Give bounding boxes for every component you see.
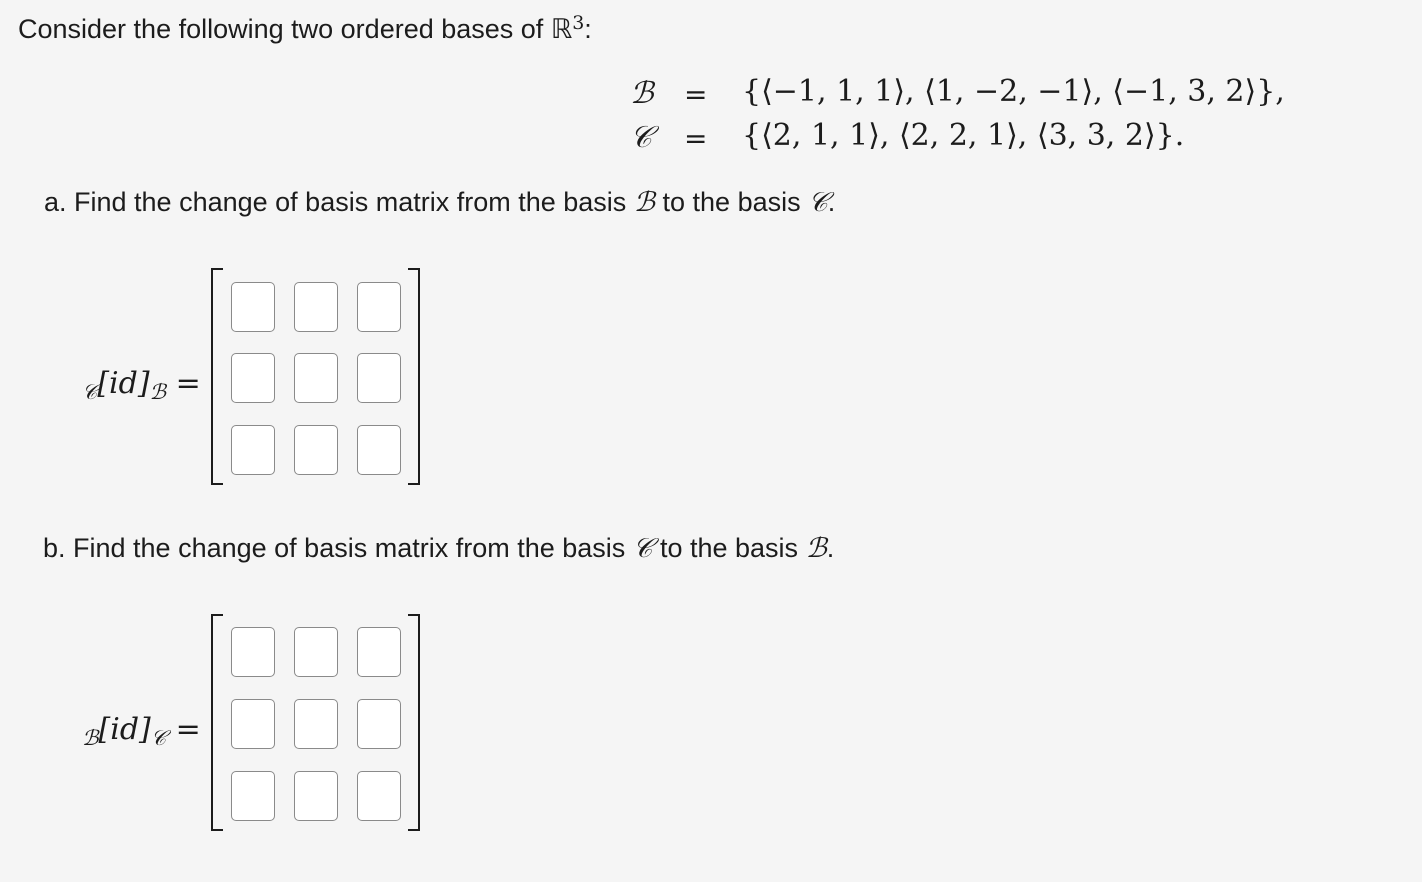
matrix-a-label-target: 𝒞 xyxy=(82,380,98,404)
matrix-a-cell-2-3[interactable] xyxy=(357,353,401,403)
question-b-end: . xyxy=(826,533,835,563)
question-a-end: . xyxy=(827,187,836,217)
dimension-exponent: 3 xyxy=(572,12,585,34)
matrix-b-label xyxy=(82,712,201,751)
matrix-a-label-id: [id] xyxy=(97,366,150,401)
matrix-a-cell-3-3[interactable] xyxy=(357,425,401,475)
matrix-b-cell-2-3[interactable] xyxy=(357,699,401,749)
matrix-b-label-id: [id] xyxy=(98,712,151,747)
matrix-a-right-bracket xyxy=(408,268,420,485)
basis-c-equals: = xyxy=(684,122,708,155)
intro-label: Consider the following two ordered bases of xyxy=(18,14,551,44)
matrix-a-cell-2-2[interactable] xyxy=(294,353,338,403)
matrix-b-cell-3-1[interactable] xyxy=(231,771,275,821)
basis-b-equals: = xyxy=(684,78,708,111)
basis-b-set: {⟨−1, 1, 1⟩, ⟨1, −2, −1⟩, ⟨−1, 3, 2⟩}, xyxy=(742,74,1285,109)
matrix-a-cell-3-2[interactable] xyxy=(294,425,338,475)
matrix-a-cell-2-1[interactable] xyxy=(231,353,275,403)
matrix-b-cell-2-1[interactable] xyxy=(231,699,275,749)
matrix-b-label-source: 𝒞 xyxy=(150,726,167,750)
matrix-b-label-target: ℬ xyxy=(82,726,99,750)
matrix-a-label-equals: = xyxy=(175,366,201,401)
basis-c-symbol: 𝒞 xyxy=(630,120,652,155)
matrix-a-label xyxy=(82,366,201,404)
question-a xyxy=(44,187,835,219)
matrix-b-cell-1-1[interactable] xyxy=(231,627,275,677)
matrix-b-cell-3-3[interactable] xyxy=(357,771,401,821)
question-a-prefix: a. Find the change of basis matrix from the basis xyxy=(44,187,634,217)
matrix-b-right-bracket xyxy=(408,614,420,831)
matrix-b-cell-3-2[interactable] xyxy=(294,771,338,821)
matrix-a-cell-1-3[interactable] xyxy=(357,282,401,332)
matrix-b-label-equals: = xyxy=(175,712,201,747)
question-b-prefix: b. Find the change of basis matrix from the basis xyxy=(43,533,633,563)
intro-text xyxy=(18,12,592,45)
matrix-b-cell-2-2[interactable] xyxy=(294,699,338,749)
matrix-a-label-source: ℬ xyxy=(149,380,167,404)
matrix-a-cell-3-1[interactable] xyxy=(231,425,275,475)
basis-c-set: {⟨2, 1, 1⟩, ⟨2, 2, 1⟩, ⟨3, 3, 2⟩}. xyxy=(742,118,1185,153)
matrix-a-left-bracket xyxy=(211,268,223,485)
question-b-middle: to the basis xyxy=(652,533,806,563)
question-a-to-basis: 𝒞 xyxy=(808,187,828,218)
basis-b-symbol: ℬ xyxy=(630,76,654,111)
question-b-to-basis: ℬ xyxy=(805,533,827,564)
matrix-a-cell-1-2[interactable] xyxy=(294,282,338,332)
matrix-a-cell-1-1[interactable] xyxy=(231,282,275,332)
matrix-b-cell-1-3[interactable] xyxy=(357,627,401,677)
real-numbers-symbol: ℝ xyxy=(550,14,573,45)
matrix-b-cell-1-2[interactable] xyxy=(294,627,338,677)
question-b xyxy=(43,533,834,565)
question-b-from-basis: 𝒞 xyxy=(632,533,653,564)
matrix-b-left-bracket xyxy=(211,614,223,831)
question-a-from-basis: ℬ xyxy=(633,187,656,218)
question-a-middle: to the basis xyxy=(655,187,809,217)
intro-suffix: : xyxy=(584,14,592,44)
